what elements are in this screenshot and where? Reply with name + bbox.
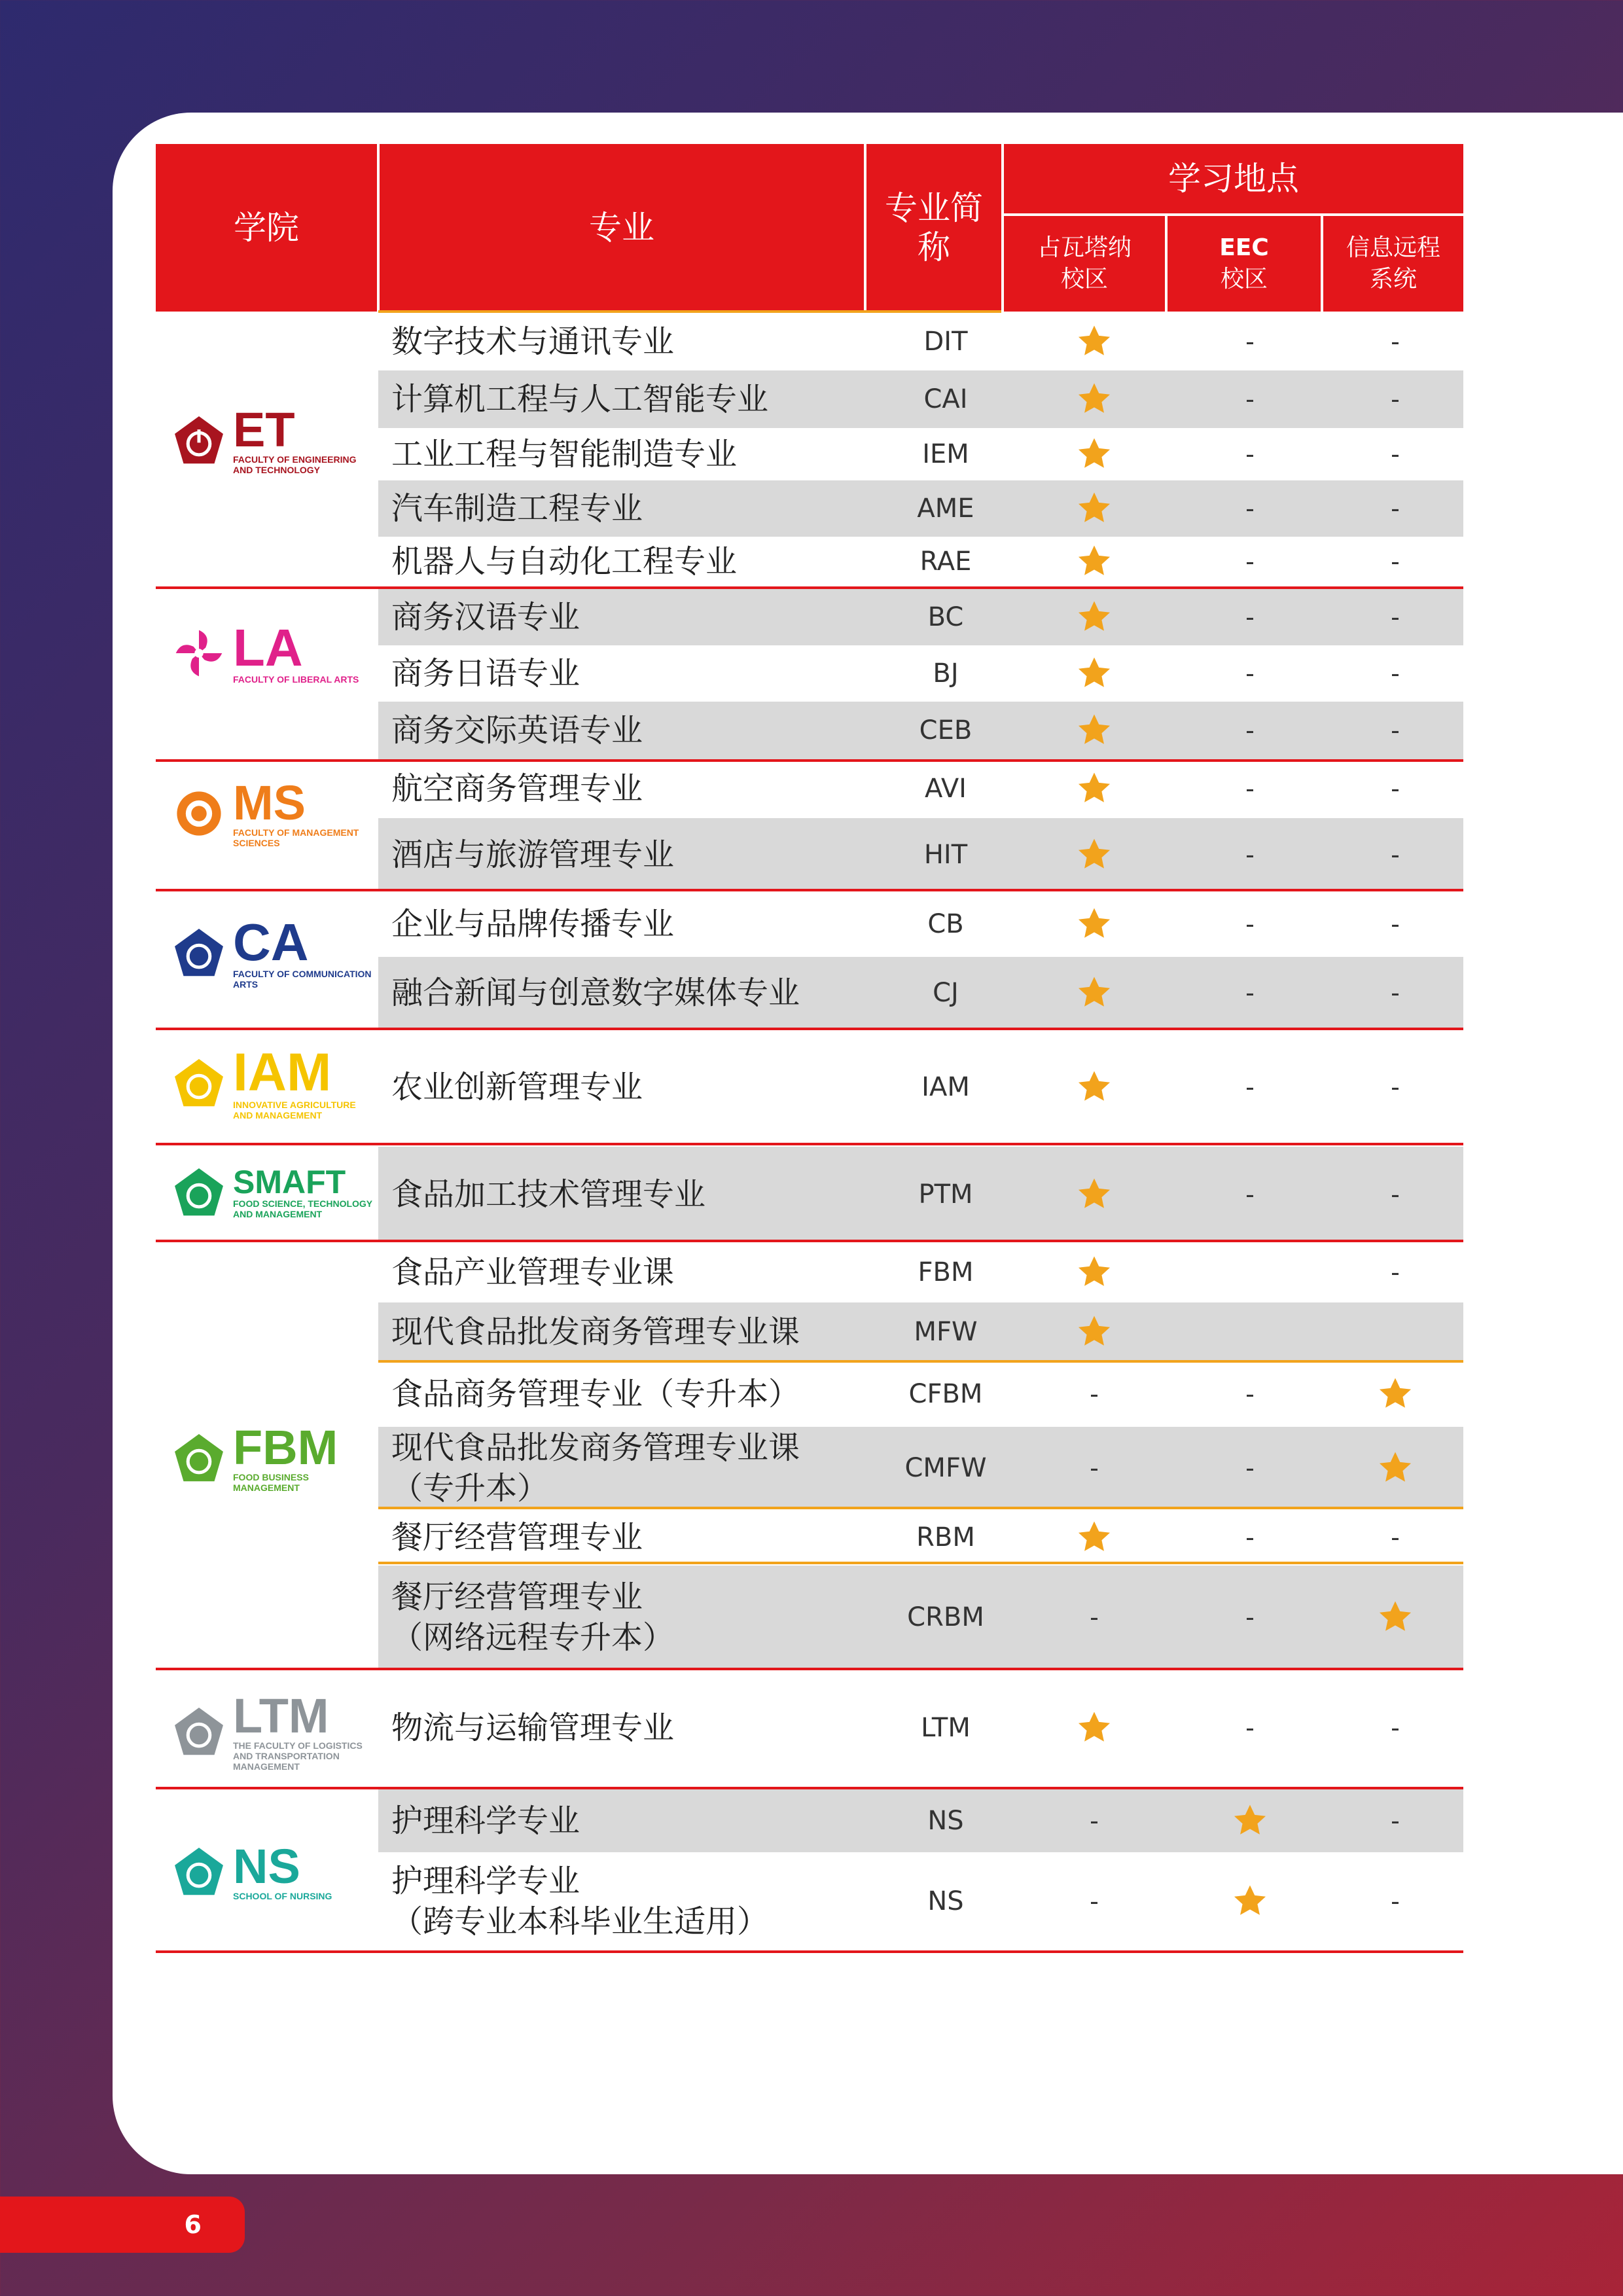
major-name: 物流与运输管理专业 [391,1710,675,1746]
header-loc2: EEC 校区 [1168,216,1321,312]
header-abbr: 专业简称 [866,144,1001,312]
major-abbr: HIT [923,840,968,870]
major-abbr: CFBM [908,1379,983,1409]
major-name: 机器人与自动化工程专业 [391,543,738,580]
star-icon [1076,906,1113,942]
loc-remote-cell [1327,537,1463,586]
faculty-subtitle: FACULTY OF LIBERAL ARTS [233,674,359,685]
major-name: 护理科学专业 （跨专业本科毕业生适用） [391,1863,769,1940]
faculty-abbr: ET [233,403,295,457]
star-icon [1076,436,1113,473]
loc-eec-cell [1173,1147,1327,1242]
table-row [378,537,1463,586]
dash-value: - [1245,1523,1255,1552]
table-row [378,480,1463,537]
loc-eec-cell [1173,589,1327,645]
loc-eec-cell [1173,1789,1327,1852]
gear-icon [171,786,226,841]
loc-eec-cell [1173,313,1327,370]
faculty-logo-et [171,403,374,475]
star-icon [1076,599,1113,636]
dash-value: - [1245,494,1255,523]
loc-remote-cell [1327,480,1463,537]
loc-remote-cell [1327,1029,1463,1145]
power-pentagon-icon [171,413,226,468]
section-divider [156,586,1463,589]
loc-eec-cell [1173,428,1327,480]
faculty-abbr: LTM [233,1689,329,1743]
star-icon [1076,655,1113,692]
dash-value: - [1391,1258,1400,1287]
table-row [378,645,1463,702]
loc-eec-cell [1173,1302,1327,1361]
star-icon [1076,1176,1113,1213]
dash-value: - [1245,1380,1255,1408]
loc-remote-cell [1327,1147,1463,1242]
loc-remote-cell [1327,1361,1463,1427]
major-abbr: BJ [933,658,959,689]
loc-eec-cell [1173,537,1327,586]
major-name: 商务日语专业 [391,655,580,692]
loc-remote-cell [1327,759,1463,818]
loc-chanwatthana-cell [1016,818,1173,891]
major-name: 工业工程与智能制造专业 [391,436,738,473]
major-name: 食品产业管理专业课 [391,1254,675,1291]
major-abbr: NS [927,1886,964,1916]
faculty-logo-ltm [171,1689,374,1772]
section-divider [156,1240,1463,1242]
dash-value: - [1391,1523,1400,1552]
major-name: 现代食品批发商务管理专业课 [391,1314,800,1350]
star-icon [1076,712,1113,749]
major-name: 餐厅经营管理专业 [391,1519,643,1556]
loc-remote-cell [1327,1566,1463,1669]
dash-value: - [1245,659,1255,688]
loc-remote-cell [1327,313,1463,370]
section-divider [156,889,1463,891]
wave-pentagon-icon [171,1844,226,1899]
major-abbr: CAI [923,384,968,414]
faculty-abbr: MS [233,776,306,830]
table-row [378,313,1463,370]
table-row [378,891,1463,957]
table-row [378,1361,1463,1427]
faculty-subtitle: INNOVATIVE AGRICULTURE AND MANAGEMENT [233,1100,356,1121]
section-divider [156,1668,1463,1670]
major-name: 农业创新管理专业 [391,1069,643,1105]
loc-chanwatthana-cell [1016,1509,1173,1566]
dash-value: - [1391,716,1400,745]
loc-remote-cell [1327,589,1463,645]
major-abbr: AME [917,493,974,524]
major-abbr: CEB [919,715,972,745]
table-row [378,1509,1463,1566]
dash-value: - [1391,1180,1400,1209]
loc-chanwatthana-cell [1016,645,1173,702]
loc-chanwatthana-cell [1016,1789,1173,1852]
loc-eec-cell [1173,480,1327,537]
dash-value: - [1391,440,1400,469]
faculty-subtitle: THE FACULTY OF LOGISTICS AND TRANSPORTATION MANAGEMENT [233,1740,363,1772]
dash-value: - [1245,1454,1255,1482]
loc-chanwatthana-cell [1016,759,1173,818]
loc-eec-cell [1173,759,1327,818]
dash-value: - [1391,659,1400,688]
faculty-subtitle: FOOD BUSINESS MANAGEMENT [233,1472,309,1493]
table-row [378,957,1463,1029]
loc-chanwatthana-cell [1016,537,1173,586]
major-name: 现代食品批发商务管理专业课 （专升本） [391,1429,800,1507]
loc-remote-cell [1327,645,1463,702]
star-icon [1076,323,1113,360]
major-name: 护理科学专业 [391,1803,580,1839]
section-divider [156,1787,1463,1789]
section-divider [156,1143,1463,1145]
major-name: 数字技术与通讯专业 [391,323,675,360]
table-row [378,1029,1463,1145]
dash-value: - [1090,1806,1099,1835]
faculty-abbr: IAM [233,1043,332,1102]
dash-value: - [1391,1806,1400,1835]
loc-chanwatthana-cell [1016,1302,1173,1361]
major-abbr: NS [927,1806,964,1836]
major-abbr: FBM [918,1257,974,1287]
faculty-abbr: LA [233,619,303,677]
loc-chanwatthana-cell [1016,1242,1173,1302]
loc-chanwatthana-cell [1016,589,1173,645]
major-name: 商务交际英语专业 [391,712,643,749]
sub-divider [378,1360,1463,1363]
loc-remote-cell [1327,1509,1463,1566]
star-icon [1076,770,1113,807]
loc-eec-cell [1173,1427,1327,1509]
star-icon [1076,1314,1113,1350]
star-icon [1232,1803,1268,1839]
major-abbr: IAM [921,1072,970,1102]
dash-value: - [1090,1380,1099,1408]
diamond-pentagon-icon [171,1056,226,1111]
house-pentagon-icon [171,1165,226,1220]
table-row [378,370,1463,428]
faculty-logo-smaft [171,1165,374,1220]
loc-chanwatthana-cell [1016,480,1173,537]
loc-chanwatthana-cell [1016,428,1173,480]
loc-remote-cell [1327,957,1463,1029]
dash-value: - [1090,1454,1099,1482]
major-name: 食品加工技术管理专业 [391,1176,706,1213]
faculty-logo-ca [171,913,374,990]
loc-eec-cell [1173,1029,1327,1145]
loc-remote-cell [1327,1302,1463,1361]
major-name: 餐厅经营管理专业 （网络远程专升本） [391,1579,675,1656]
loc-remote-cell [1327,818,1463,891]
faculty-logo-iam [171,1043,374,1121]
major-abbr: RBM [916,1522,975,1552]
loc-eec-cell [1173,1242,1327,1302]
loc-chanwatthana-cell [1016,1669,1173,1787]
table-row [378,1852,1463,1950]
loc-remote-cell [1327,1852,1463,1950]
major-name: 酒店与旅游管理专业 [391,836,675,873]
table-row [378,1147,1463,1242]
table-row [378,759,1463,818]
loc-eec-cell [1173,370,1327,428]
dash-value: - [1245,716,1255,745]
dash-value: - [1391,1073,1400,1102]
loc-remote-cell [1327,1789,1463,1852]
globe-pentagon-icon [171,1704,226,1759]
loc-eec-cell [1173,957,1327,1029]
major-name: 汽车制造工程专业 [391,490,643,527]
dash-value: - [1245,1713,1255,1742]
dash-value: - [1245,774,1255,803]
bird-pentagon-icon [171,925,226,980]
dash-value: - [1391,327,1400,356]
table-row [378,428,1463,480]
loc-chanwatthana-cell [1016,891,1173,957]
sub-divider [378,1507,1463,1509]
table-row [378,1789,1463,1852]
header-loc3: 信息远程系统 [1323,216,1463,312]
star-icon [1076,1519,1113,1556]
dash-value: - [1245,385,1255,414]
faculty-abbr: NS [233,1839,300,1893]
table-row [378,1302,1463,1361]
faculty-logo-la [171,619,374,685]
dash-value: - [1391,494,1400,523]
table-row [378,1669,1463,1787]
faculty-subtitle: FACULTY OF COMMUNICATION ARTS [233,969,372,990]
loc-chanwatthana-cell [1016,1852,1173,1950]
faculty-subtitle: FACULTY OF ENGINEERING AND TECHNOLOGY [233,454,357,475]
loc-chanwatthana-cell [1016,1029,1173,1145]
loc-eec-cell [1173,1509,1327,1566]
dash-value: - [1391,978,1400,1007]
header-major: 专业 [380,144,864,312]
faculty-abbr: FBM [233,1420,338,1475]
table-row [378,589,1463,645]
major-name: 计算机工程与人工智能专业 [391,381,769,418]
loc-eec-cell [1173,891,1327,957]
dash-value: - [1245,840,1255,869]
major-abbr: MFW [914,1317,978,1347]
major-abbr: IEM [922,439,969,469]
loc-chanwatthana-cell [1016,370,1173,428]
loc-chanwatthana-cell [1016,313,1173,370]
faculty-subtitle: SCHOOL OF NURSING [233,1891,332,1901]
star-icon [1076,836,1113,873]
star-icon [1232,1883,1268,1920]
loc-chanwatthana-cell [1016,1361,1173,1427]
table-row [378,818,1463,891]
header-faculty: 学院 [156,144,377,312]
faculty-subtitle: FOOD SCIENCE, TECHNOLOGY AND MANAGEMENT [233,1198,372,1219]
major-name: 航空商务管理专业 [391,770,643,807]
loc-remote-cell [1327,891,1463,957]
loc-remote-cell [1327,1242,1463,1302]
faculty-abbr: SMAFT [233,1164,346,1200]
major-name: 融合新闻与创意数字媒体专业 [391,975,800,1011]
loc-remote-cell [1327,428,1463,480]
dash-value: - [1391,547,1400,576]
loc-eec-cell [1173,1669,1327,1787]
major-name: 企业与品牌传播专业 [391,906,675,942]
star-icon [1076,975,1113,1011]
dash-value: - [1090,1887,1099,1916]
pinwheel-icon [171,626,226,681]
dash-value: - [1090,1603,1099,1632]
section-divider [156,1028,1463,1030]
food-pentagon-icon [171,1431,226,1486]
loc-remote-cell [1327,1669,1463,1787]
major-abbr: CRBM [907,1602,984,1632]
loc-remote-cell [1327,702,1463,759]
star-icon [1076,490,1113,527]
table-row [378,1427,1463,1509]
loc-remote-cell [1327,370,1463,428]
major-abbr: AVI [925,774,967,804]
table-row [378,702,1463,759]
dash-value: - [1245,1603,1255,1632]
header-loc1: 占瓦塔纳校区 [1004,216,1165,312]
dash-value: - [1391,1887,1400,1916]
dash-value: - [1245,1073,1255,1102]
major-abbr: CB [927,909,964,939]
loc-chanwatthana-cell [1016,1427,1173,1509]
table-row [378,1242,1463,1302]
dash-value: - [1391,840,1400,869]
dash-value: - [1391,385,1400,414]
section-divider [156,1950,1463,1953]
loc-eec-cell [1173,645,1327,702]
loc-eec-cell [1173,818,1327,891]
dash-value: - [1245,910,1255,939]
star-icon [1076,543,1113,580]
dash-value: - [1245,1180,1255,1209]
major-name: 商务汉语专业 [391,599,580,636]
star-icon [1377,1376,1414,1412]
star-icon [1076,1710,1113,1746]
loc-eec-cell [1173,1361,1327,1427]
faculty-logo-fbm [171,1420,374,1493]
dash-value: - [1391,774,1400,803]
loc-chanwatthana-cell [1016,1147,1173,1242]
page-number: 6 [0,2197,245,2253]
loc-eec-cell [1173,1852,1327,1950]
table-row [378,1566,1463,1669]
dash-value: - [1245,978,1255,1007]
dash-value: - [1391,603,1400,632]
section-divider [156,759,1463,762]
dash-value: - [1391,910,1400,939]
header-location: 学习地点 [1004,144,1463,213]
star-icon [1076,1069,1113,1105]
major-abbr: PTM [918,1179,973,1210]
loc-eec-cell [1173,702,1327,759]
dash-value: - [1391,1713,1400,1742]
dash-value: - [1245,440,1255,469]
loc-chanwatthana-cell [1016,702,1173,759]
faculty-abbr: CA [233,913,309,971]
dash-value: - [1245,603,1255,632]
star-icon [1076,381,1113,418]
loc-chanwatthana-cell [1016,957,1173,1029]
faculty-logo-ns [171,1839,374,1901]
major-abbr: BC [927,602,964,632]
major-abbr: LTM [921,1713,971,1743]
star-icon [1377,1450,1414,1486]
major-abbr: DIT [923,327,968,357]
loc-eec-cell [1173,1566,1327,1669]
major-name: 食品商务管理专业（专升本） [391,1376,800,1412]
major-abbr: CJ [933,978,959,1008]
loc-chanwatthana-cell [1016,1566,1173,1669]
dash-value: - [1245,327,1255,356]
star-icon [1076,1254,1113,1291]
major-abbr: CMFW [904,1453,987,1483]
star-icon [1377,1599,1414,1636]
dash-value: - [1245,547,1255,576]
faculty-logo-ms [171,776,374,848]
sub-divider [378,1562,1463,1564]
loc-remote-cell [1327,1427,1463,1509]
major-abbr: RAE [919,547,972,577]
faculty-subtitle: FACULTY OF MANAGEMENT SCIENCES [233,827,359,848]
